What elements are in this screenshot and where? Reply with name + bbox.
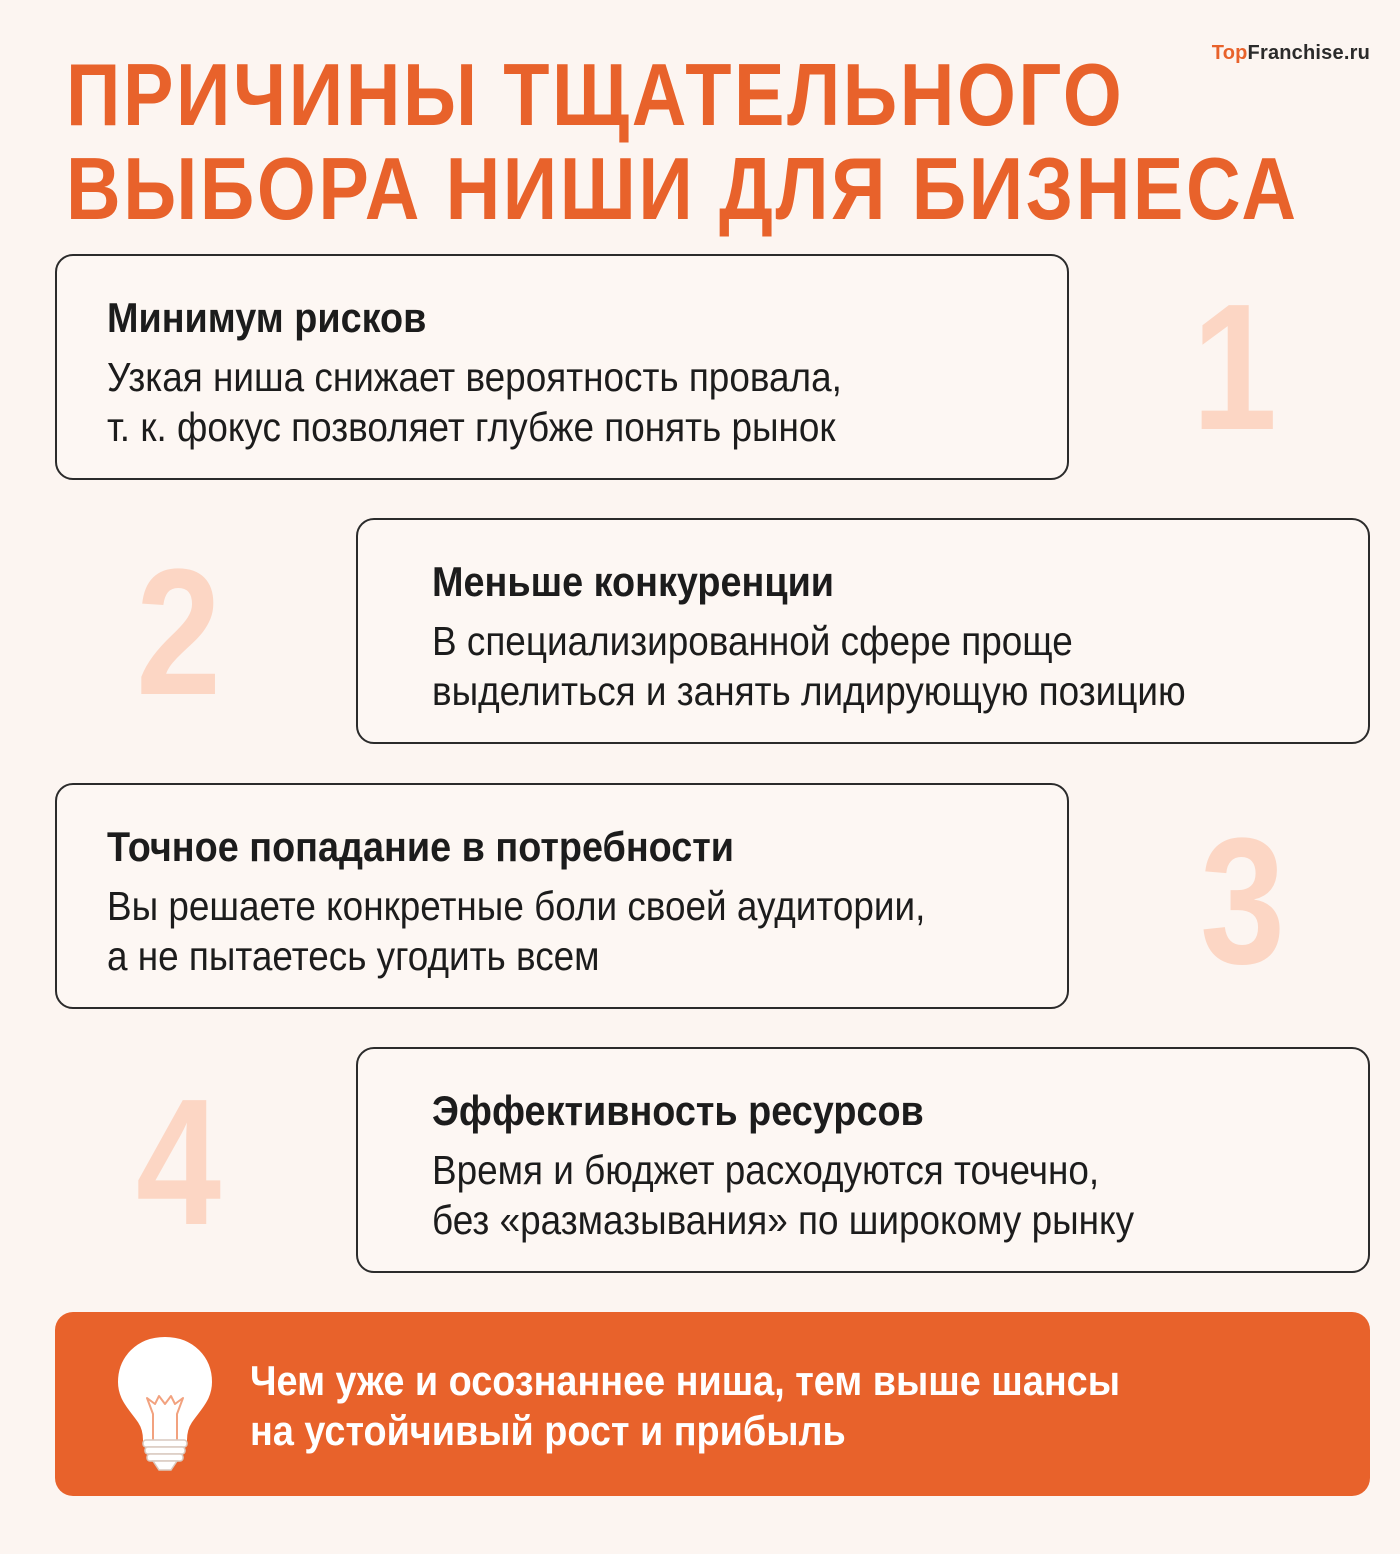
reason-description-line: без «размазывания» по широкому рынку [432,1197,1135,1243]
conclusion-text-line: Чем уже и осознаннее ниша, тем выше шансы [250,1357,1120,1404]
conclusion-text-line: на устойчивый рост и прибыль [250,1407,846,1454]
reason-card-4 [356,1047,1370,1273]
reason-number-4: 4 [136,1062,222,1263]
reason-description-line: а не пытаетесь угодить всем [107,933,600,979]
reason-description-line: выделиться и занять лидирующую позицию [432,668,1186,714]
reason-description [107,352,842,452]
brand-logo-top: Top [1211,42,1248,64]
brand-logo[interactable] [1212,42,1370,65]
reason-title: Эффективность ресурсов [432,1087,924,1134]
reason-number-3: 3 [1200,801,1286,1002]
reason-card-1 [55,254,1069,480]
page-title-line-1: ПРИЧИНЫ ТЩАТЕЛЬНОГО [66,45,1125,144]
reason-description-line: Время и бюджет расходуются точечно, [432,1147,1100,1193]
reason-number-2: 2 [136,532,222,733]
reason-number-1: 1 [1192,267,1278,468]
reason-title: Минимум рисков [107,294,427,341]
conclusion-text [250,1356,1120,1456]
reason-description [432,1145,1134,1245]
reason-description [107,881,925,981]
reason-title: Меньше конкуренции [432,558,835,605]
reason-description-line: В специализированной сфере проще [432,618,1073,664]
reason-description [432,616,1186,716]
brand-logo-rest: Franchise.ru [1247,42,1370,64]
reason-title: Точное попадание в потребности [107,823,735,870]
reason-description-line: т. к. фокус позволяет глубже понять рынок [107,404,836,450]
lightbulb-icon [113,1334,217,1474]
reason-card-2 [356,518,1370,744]
conclusion-banner [55,1312,1370,1496]
reason-description-line: Вы решаете конкретные боли своей аудитории, [107,883,926,929]
reason-description-line: Узкая ниша снижает вероятность провала, [107,354,842,400]
page-title-line-2: ВЫБОРА НИШИ ДЛЯ БИЗНЕСА [66,139,1299,238]
reason-card-3 [55,783,1069,1009]
